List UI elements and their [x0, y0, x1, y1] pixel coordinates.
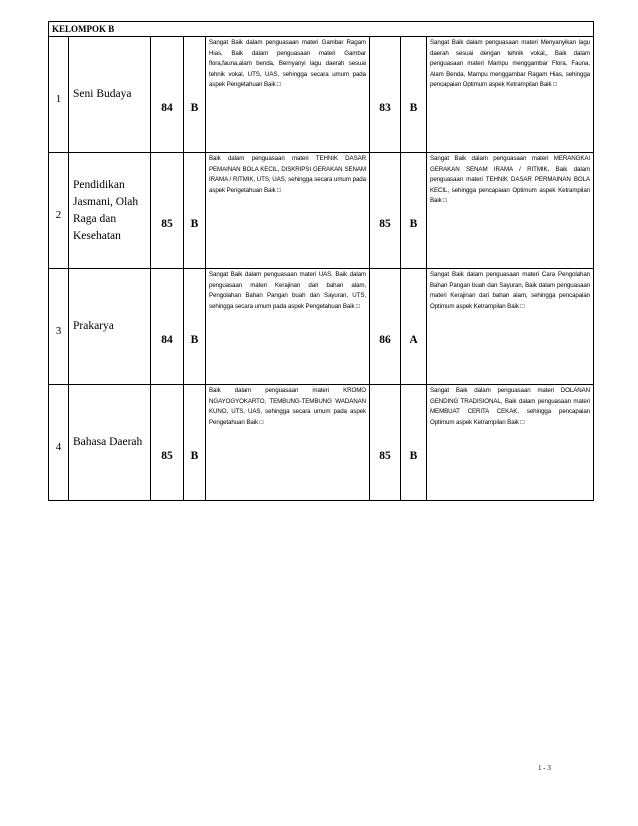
knowledge-predicate: B: [184, 153, 206, 269]
skill-score: 85: [370, 385, 401, 501]
row-number: 2: [49, 153, 69, 269]
skill-description: Sangat Baik dalam penguasaan materi DOLANAN GENDING TRADISIONAL, Baik dalam penguasaan materi MEMBUAT CERITA CEKAK, sehingga pencapaian Optimum aspek Ketrampilan Baik □: [427, 385, 594, 501]
skill-predicate: B: [401, 153, 427, 269]
skill-score: 83: [370, 37, 401, 153]
subject-name: Seni Budaya: [69, 37, 151, 153]
table-row: [49, 269, 594, 385]
table-row: [49, 37, 594, 153]
skill-predicate: B: [401, 385, 427, 501]
knowledge-score: 85: [151, 385, 184, 501]
subject-name: Pendidikan Jasmani, Olah Raga dan Kesehatan: [69, 153, 151, 269]
knowledge-predicate: B: [184, 385, 206, 501]
skill-description: Sangat Baik dalam penguasaan materi Menyanyikan lagu daerah sesuai dengan tehnik vokal,, Baik dalam penguasaan materi Mampu menggambar Flora, Fauna, Alam Benda, Mampu menggambar Ragam Hias, sehingga pencapaian Optimum aspek Ketrampilan Baik □: [427, 37, 594, 153]
skill-score: 85: [370, 153, 401, 269]
page-number: 1 - 3: [538, 764, 551, 772]
skill-description: Sangat Baik dalam penguasaan materi Cara Pengolahan Bahan Pangan buah dan Sayuran, Baik dalam penguasaan materi Kerajinan dari bahan alam, sehingga pencapaian Optimum aspek Ketrampilan Baik □: [427, 269, 594, 385]
table-row: [49, 385, 594, 501]
knowledge-predicate: B: [184, 37, 206, 153]
subject-name: Bahasa Daerah: [69, 385, 151, 501]
knowledge-score: 85: [151, 153, 184, 269]
knowledge-score: 84: [151, 37, 184, 153]
table-row: [49, 153, 594, 269]
knowledge-predicate: B: [184, 269, 206, 385]
subject-name: Prakarya: [69, 269, 151, 385]
row-number: 3: [49, 269, 69, 385]
skill-score: 86: [370, 269, 401, 385]
skill-description: Sangat Baik dalam penguasaan materi MERANGKAI GERAKAN SENAM IRAMA / RITMIK, Baik dalam penguasaan materi TEHNIK DASAR PERMAINAN BOLA KECIL, sehingga pencapaian Optimum aspek Ketrampilan Baik □: [427, 153, 594, 269]
skill-predicate: B: [401, 37, 427, 153]
knowledge-description: Sangat Baik dalam penguasaan materi UAS, Baik dalam penguasaan materi Kerajinan dari bahan alam, Pengolahan Bahan Pangan buah dan Sayuran, UTS, sehingga secara umum pada aspek Pengetahuan Baik □: [206, 269, 370, 385]
knowledge-score: 84: [151, 269, 184, 385]
row-number: 1: [49, 37, 69, 153]
skill-predicate: A: [401, 269, 427, 385]
knowledge-description: Baik dalam penguasaan materi TEHNIK DASAR PEMAINAN BOLA KECIL, DISKRIPSI GERAKAN SENAM IRAMA / RITMIK, UTS, UAS, sehingga secara umum pada aspek Pengetahuan Baik □: [206, 153, 370, 269]
group-title: KELOMPOK B: [49, 22, 594, 37]
knowledge-description: Sangat Baik dalam penguasaan materi Gambar Ragam Hias, Baik dalam penguasaan materi Gambar flora,fauna,alam benda, Bernyanyi lagu daerah sesuai tehnik vokal, UTS, UAS, sehingga secara umum pada aspek Pengetahuan Baik □: [206, 37, 370, 153]
row-number: 4: [49, 385, 69, 501]
grades-table: [48, 21, 594, 501]
knowledge-description: Baik dalam penguasaan materi KROMO NGAYOGYOKARTO, TEMBUNG-TEMBUNG WADANAN KUNO, UTS, UAS, sehingga secara umum pada aspek Pengetahuan Baik □: [206, 385, 370, 501]
